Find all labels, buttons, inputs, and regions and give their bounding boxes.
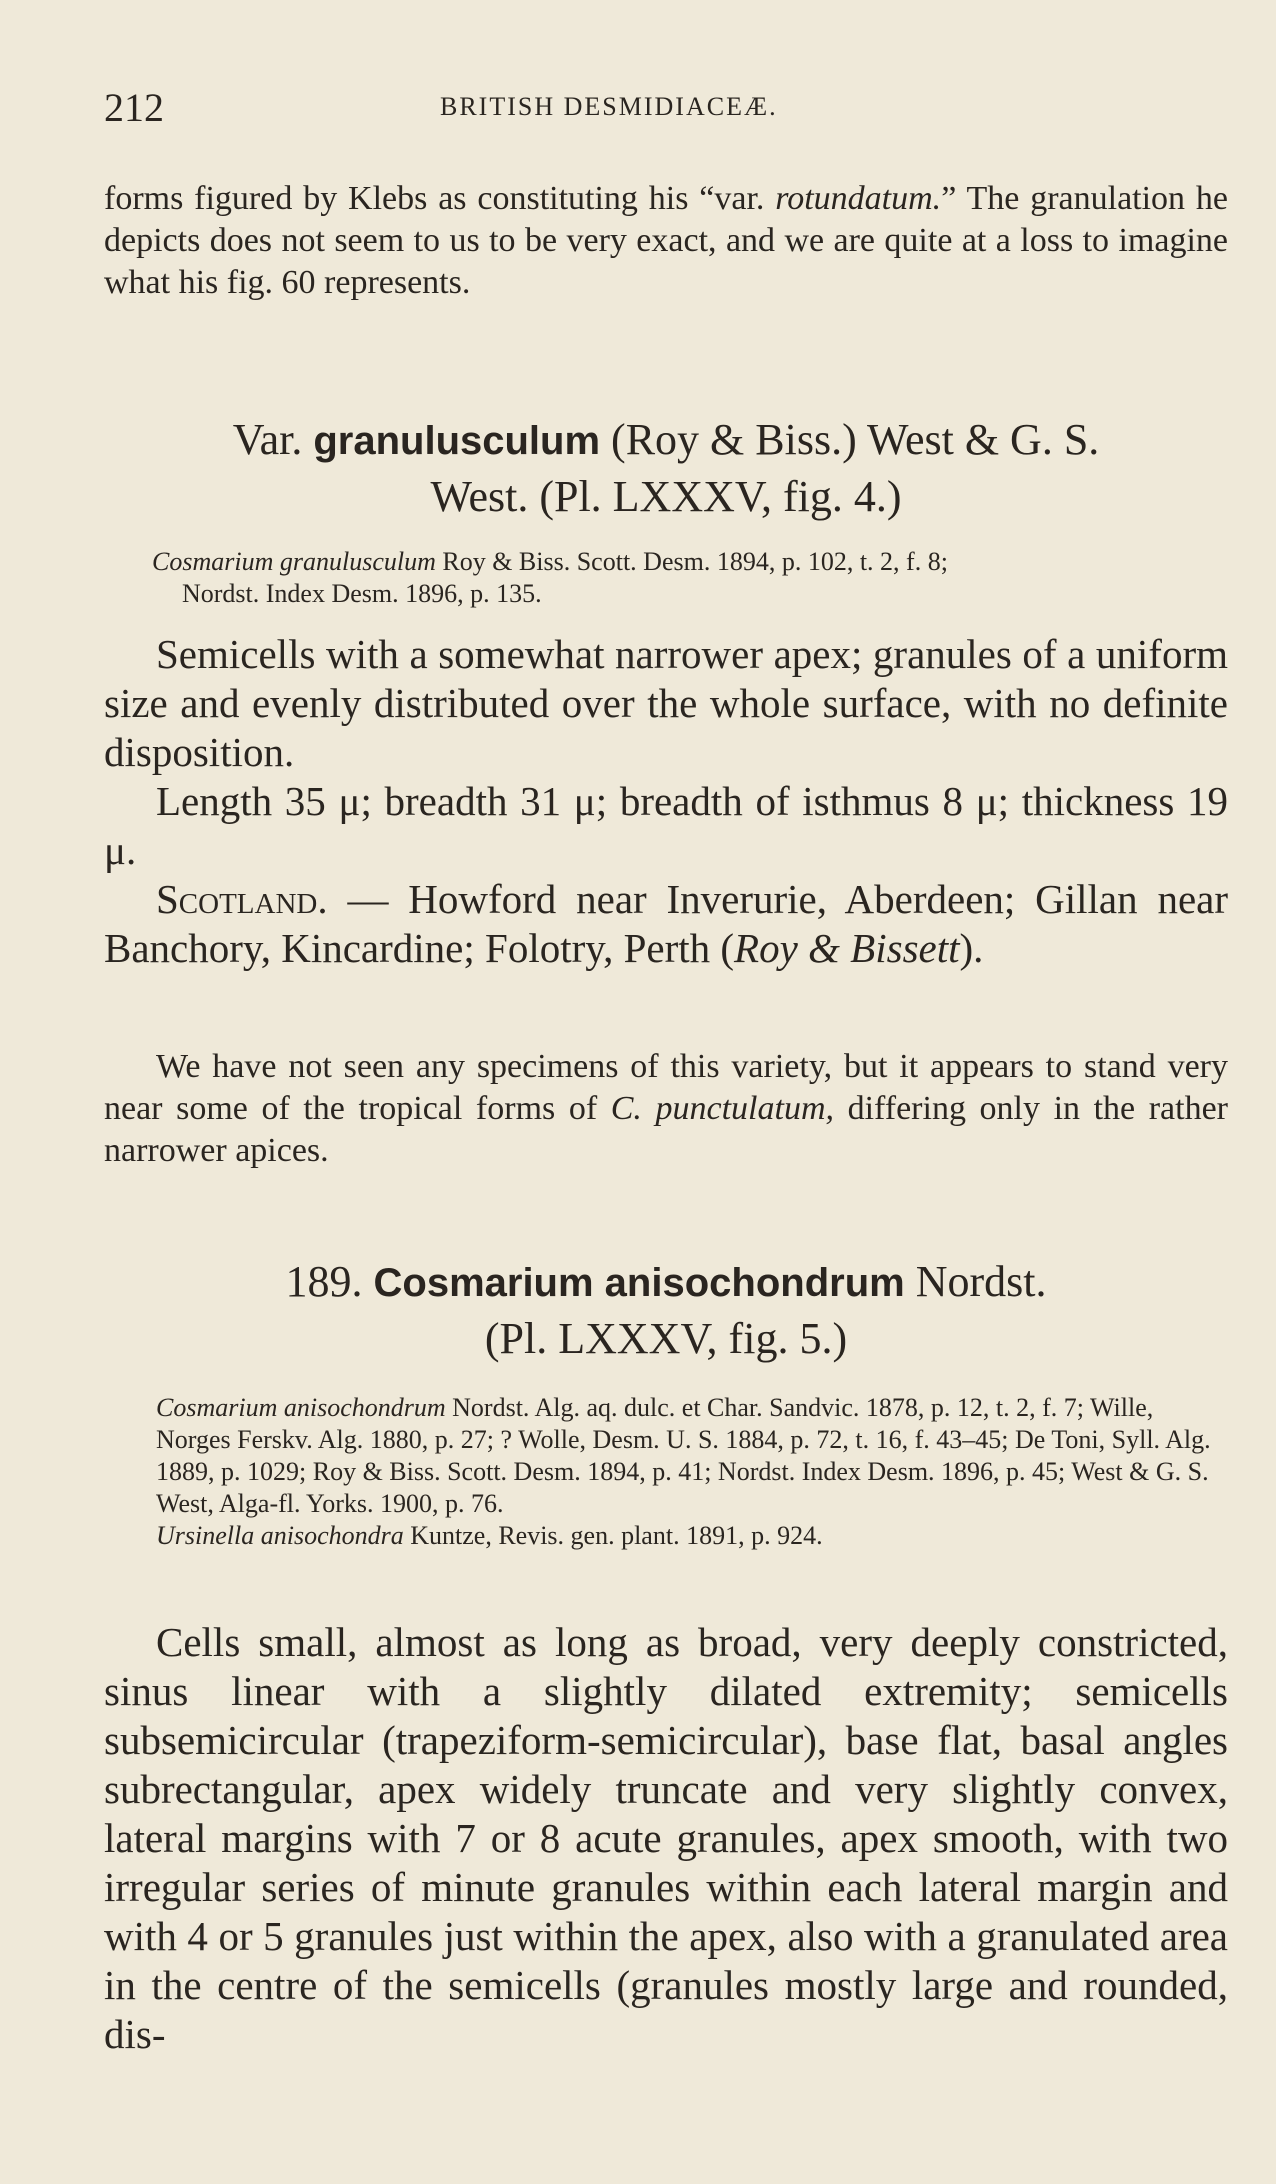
species-heading: 189. Cosmarium anisochondrum Nordst. (Pl. LXXXV, fig. 5.) — [285, 1257, 1047, 1363]
variety-citation: Cosmarium granulusculum Roy & Biss. Scott. Desm. 1894, p. 102, t. 2, f. 8; Nordst. Index Desm. 1896, p. 135. — [152, 547, 948, 608]
species-name: Cosmarium anisochondrum — [373, 1261, 905, 1305]
page-number: 212 — [104, 85, 164, 130]
species-citation: Cosmarium anisochondrum Nordst. Alg. aq. dulc. et Char. Sandvic. 1878, p. 12, t. 2, f. 7; Wille, Norges Ferskv. Alg. 1880, p. 27; ? Wolle, Desm. U. S. 1884, p. 72, t. 16, f. 43–45; De Toni, Syll. Alg. 1889, p. 1029; Roy & Biss. Scott. Desm. 1894, p. 41; Nordst. Index Desm. 1896, p. 45; West & G. S. West, Alga-fl. Yorks. 1900, p. 76. Ursinella anisochondra Kuntze, Revis. gen. plant. 1891, p. 924. — [156, 1393, 1211, 1550]
intro-paragraph: forms figured by Klebs as constituting his “var. rotundatum.” The granulation he depicts does not seem to us to be very exact, and we are quite at a loss to imagine what his fig. 60 represents. — [104, 180, 1228, 301]
variety-heading: Var. granulusculum (Roy & Biss.) West & G. S. West. (Pl. LXXXV, fig. 4.) — [232, 415, 1100, 521]
variety-body — [104, 630, 1228, 973]
running-title: BRITISH DESMIDIACEÆ. — [440, 92, 778, 121]
page-header — [104, 84, 1236, 134]
variety-name: granulusculum — [313, 419, 601, 463]
species-description: Cells small, almost as long as broad, very deeply constricted, sinus linear with a slightly dilated extremity; semicells subsemicircular (trapeziform-semicircular), base flat, basal angles subrectangular, apex widely truncate and very slightly convex, lateral margins with 7 or 8 acute granules, apex smooth, with two irregular series of minute granules within each lateral margin and with 4 or 5 granules just within the apex, also with a granulated area in the centre of the semicells (granules mostly large and rounded, dis- — [104, 1619, 1228, 2057]
variety-description: Semicells with a somewhat narrower apex; granules of a uniform size and evenly distributed over the whole surface, with no definite disposition. — [104, 631, 1228, 775]
variety-localities: Scotland. — Howford near Inverurie, Aberdeen; Gillan near Banchory, Kincardine; Folotry, Perth (Roy & Bissett). — [104, 876, 1228, 971]
variety-note: We have not seen any specimens of this variety, but it appears to stand very near some of the tropical forms of C. punctulatum, differing only in the rather narrower apices. — [104, 1048, 1228, 1169]
variety-measurements: Length 35 μ; breadth 31 μ; breadth of isthmus 8 μ; thickness 19 μ. — [104, 778, 1228, 873]
